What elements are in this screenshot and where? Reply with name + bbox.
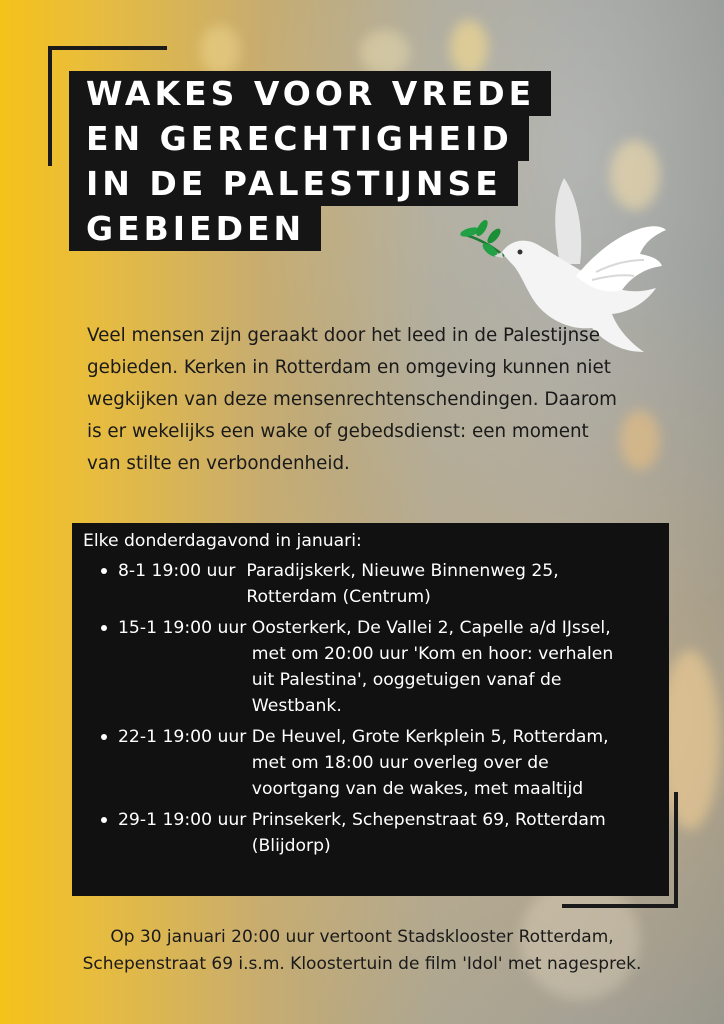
title-line: GEBIEDEN bbox=[69, 206, 321, 251]
schedule-item bbox=[83, 807, 669, 859]
film-announcement-line: Schepenstraat 69 i.s.m. Kloostertuin de film 'Idol' met nagesprek. bbox=[82, 954, 642, 974]
schedule-date-time: 8-1 19:00 uur bbox=[118, 561, 247, 581]
schedule-item bbox=[83, 558, 669, 610]
olive-branch-icon bbox=[459, 218, 504, 259]
schedule-location: Paradijskerk, Nieuwe Binnenweg 25, Rotterdam (Centrum) bbox=[246, 561, 559, 607]
title-line: EN GERECHTIGHEID bbox=[69, 116, 529, 161]
schedule-list bbox=[83, 558, 669, 859]
film-announcement bbox=[40, 924, 684, 978]
schedule-date-time: 15-1 19:00 uur bbox=[118, 618, 252, 638]
bokeh-light bbox=[360, 30, 410, 75]
schedule-heading: Elke donderdagavond in januari: bbox=[83, 531, 362, 551]
schedule-location: Prinsekerk, Schepenstraat 69, Rotterdam (Blijdorp) bbox=[251, 810, 606, 856]
title-line: WAKES VOOR VREDE bbox=[69, 71, 551, 116]
intro-paragraph: Veel mensen zijn geraakt door het leed in de Palestijnse gebieden. Kerken in Rotterdam en omgeving kunnen niet wegkijken van deze mensenrechtenschendingen. Daarom is er wekelijks een wake of gebedsdienst: een moment van stilte en verbondenheid. bbox=[87, 325, 617, 474]
schedule-box bbox=[72, 523, 669, 896]
schedule-item bbox=[83, 615, 669, 719]
title-line: IN DE PALESTIJNSE bbox=[69, 161, 518, 206]
bokeh-light bbox=[200, 25, 240, 75]
schedule-date-time: 29-1 19:00 uur bbox=[118, 810, 252, 830]
schedule-date-time: 22-1 19:00 uur bbox=[118, 727, 252, 747]
film-announcement-line: Op 30 januari 20:00 uur vertoont Stadsklooster Rotterdam, bbox=[110, 927, 614, 947]
schedule-location: Oosterkerk, De Vallei 2, Capelle a/d IJssel, met om 20:00 uur 'Kom en hoor: verhalen uit Palestina', ooggetuigen vanaf de Westbank. bbox=[251, 618, 614, 716]
schedule-location: De Heuvel, Grote Kerkplein 5, Rotterdam, met om 18:00 uur overleg over de voortgang van de wakes, met maaltijd bbox=[251, 727, 609, 799]
schedule-item bbox=[83, 724, 669, 802]
bokeh-light bbox=[450, 20, 488, 75]
